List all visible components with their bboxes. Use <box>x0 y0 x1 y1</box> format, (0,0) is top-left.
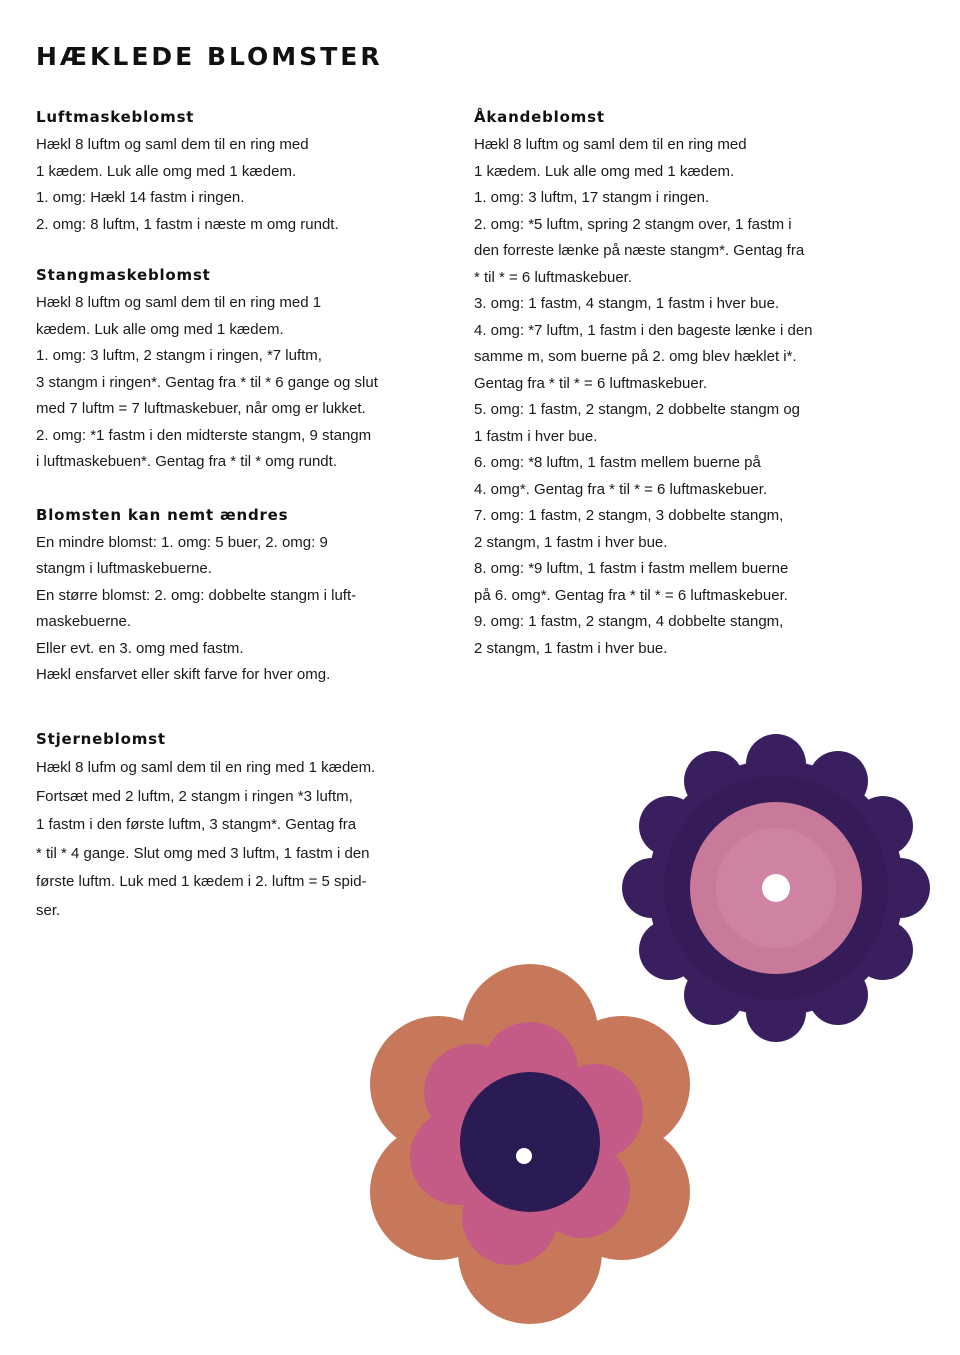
text-line: stangm i luftmaskebuerne. <box>36 560 212 577</box>
text-line: 8. omg: *9 luftm, 1 fastm i fastm mellem buerne <box>474 560 789 577</box>
text-line: Eller evt. en 3. omg med fastm. <box>36 639 244 657</box>
text-line: 6. omg: *8 luftm, 1 fastm mellem buerne på <box>474 454 761 471</box>
text-line: Gentag fra * til * = 6 luftmaskebuer. <box>474 374 708 392</box>
text-line: Hækl ensfarvet eller skift farve for hver omg. <box>36 666 331 683</box>
left-column <box>36 108 456 689</box>
text-line: kædem. Luk alle omg med 1 kædem. <box>36 320 284 338</box>
text-line: 1. omg: 3 luftm, 2 stangm i ringen, *7 luftm, <box>36 347 322 364</box>
rose-flower-center-hole <box>516 1148 532 1164</box>
text-line: første luftm. Luk med 1 kædem i 2. luftm = 5 spid- <box>36 873 367 890</box>
text-line: i luftmaskebuen*. Gentag fra * til * omg rundt. <box>36 453 337 470</box>
text-line: 3 stangm i ringen*. Gentag fra * til * 6 gange og slut <box>36 373 378 391</box>
text-line: den forreste lænke på næste stangm*. Gentag fra <box>474 242 805 259</box>
text-line: med 7 luftm = 7 luftmaskebuer, når omg er lukket. <box>36 400 366 417</box>
text-line: 9. omg: 1 fastm, 2 stangm, 4 dobbelte stangm, <box>474 613 784 630</box>
text-line: ser. <box>36 901 61 919</box>
text-line: En mindre blomst: 1. omg: 5 buer, 2. omg: 9 <box>36 533 328 551</box>
text-line: * til * = 6 luftmaskebuer. <box>474 268 632 286</box>
text-line: 7. omg: 1 fastm, 2 stangm, 3 dobbelte stangm, <box>474 507 784 524</box>
section-stjerneblomst <box>36 730 466 925</box>
text-line: 2. omg: *5 luftm, spring 2 stangm over, 1 fastm i <box>474 215 792 233</box>
purple-flower-center-hole <box>762 874 790 902</box>
text-line: En større blomst: 2. omg: dobbelte stangm i luft- <box>36 586 357 604</box>
text-line: maskebuerne. <box>36 613 132 630</box>
text-line: på 6. omg*. Gentag fra * til * = 6 luftmaskebuer. <box>474 586 788 604</box>
text-line: 1 fastm i hver bue. <box>474 427 598 445</box>
text-line: Hækl 8 luftm og saml dem til en ring med 1 <box>36 294 322 311</box>
section-heading: Stjerneblomst <box>36 730 166 748</box>
text-line: 2 stangm, 1 fastm i hver bue. <box>474 639 668 657</box>
section-heading: Åkandeblomst <box>474 108 605 126</box>
crochet-flower-rose-icon <box>360 952 700 1332</box>
text-line: * til * 4 gange. Slut omg med 3 luftm, 1 fastm i den <box>36 844 370 862</box>
text-line: 4. omg*. Gentag fra * til * = 6 luftmaskebuer. <box>474 480 768 498</box>
text-line: samme m, som buerne på 2. omg blev hæklet i*. <box>474 348 797 365</box>
text-line: 5. omg: 1 fastm, 2 stangm, 2 dobbelte stangm og <box>474 401 801 418</box>
section-luftmaskeblomst <box>36 108 456 238</box>
text-line: 4. omg: *7 luftm, 1 fastm i den bageste lænke i den <box>474 321 813 339</box>
text-line: 2. omg: *1 fastm i den midterste stangm, 9 stangm <box>36 426 372 444</box>
right-column <box>474 108 914 662</box>
text-line: Fortsæt med 2 luftm, 2 stangm i ringen *3 luftm, <box>36 787 353 805</box>
text-line: 1 kædem. Luk alle omg med 1 kædem. <box>36 162 297 180</box>
section-aendres <box>36 506 456 689</box>
section-akandeblomst <box>474 108 914 662</box>
text-line: Hækl 8 luftm og saml dem til en ring med <box>36 136 309 153</box>
text-line: Hækl 8 luftm og saml dem til en ring med <box>474 136 747 153</box>
text-line: 3. omg: 1 fastm, 4 stangm, 1 fastm i hver bue. <box>474 295 780 312</box>
text-line: 1 fastm i den første luftm, 3 stangm*. Gentag fra <box>36 816 357 833</box>
text-line: 2. omg: 8 luftm, 1 fastm i næste m omg rundt. <box>36 215 339 233</box>
text-line: 1. omg: Hækl 14 fastm i ringen. <box>36 189 245 206</box>
text-line: 1. omg: 3 luftm, 17 stangm i ringen. <box>474 189 710 206</box>
section-heading: Stangmaskeblomst <box>36 266 211 284</box>
text-line: Hækl 8 lufm og saml dem til en ring med 1 kædem. <box>36 759 376 776</box>
text-line: 2 stangm, 1 fastm i hver bue. <box>474 533 668 551</box>
section-stangmaskeblomst <box>36 266 456 476</box>
section-heading: Blomsten kan nemt ændres <box>36 505 289 524</box>
rose-flower-center <box>460 1072 600 1212</box>
text-line: 1 kædem. Luk alle omg med 1 kædem. <box>474 162 735 180</box>
page-title: HÆKLEDE BLOMSTER <box>36 42 383 71</box>
section-heading: Luftmaskeblomst <box>36 108 195 126</box>
